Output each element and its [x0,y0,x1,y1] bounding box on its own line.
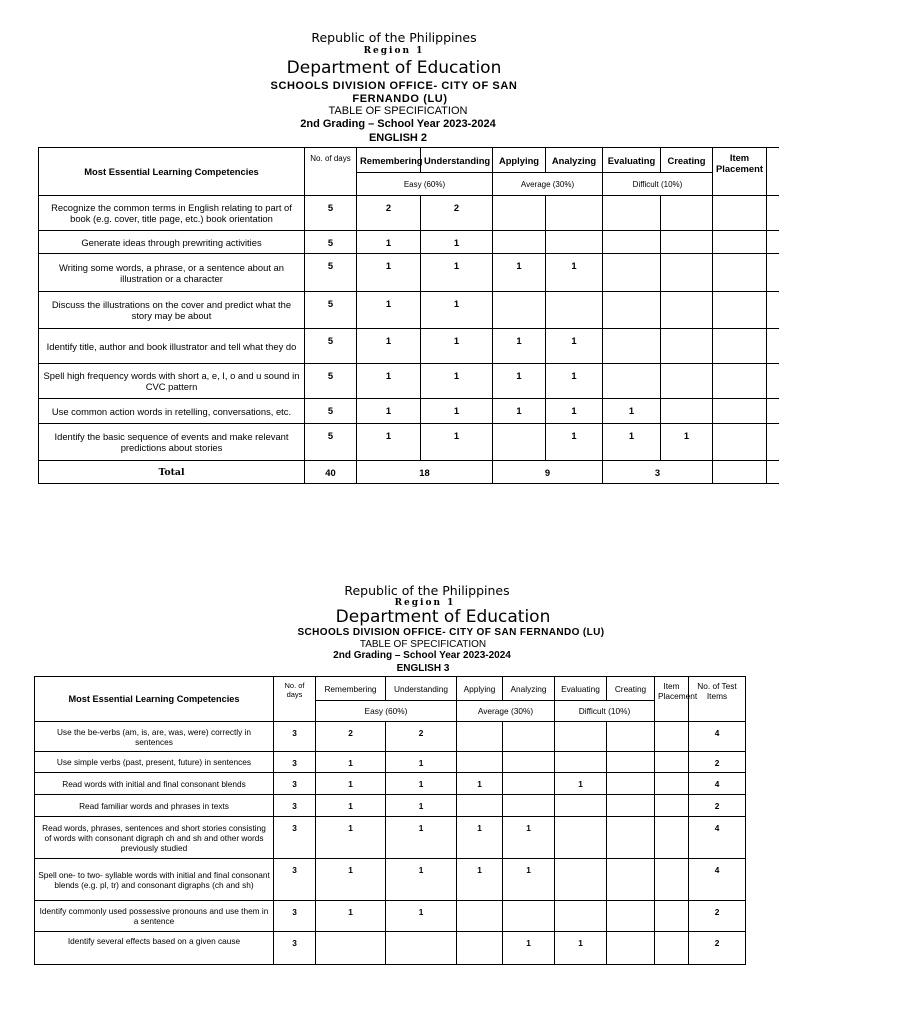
header-applying: Applying [493,148,546,173]
header-difficult: Difficult (10%) [555,701,655,722]
division-line-2: FERNANDO (LU) [352,93,448,105]
creating-cell [607,817,655,859]
remembering-cell: 1 [316,859,386,901]
dept-wrap-1 [0,60,788,77]
applying-cell: 1 [493,399,546,424]
header-placement: Item Placement [713,148,767,196]
evaluating-cell [555,817,607,859]
understanding-cell: 1 [386,817,457,859]
remembering-cell: 1 [357,231,421,254]
table-row [35,901,746,932]
cut-cell [767,329,779,364]
total-row [39,461,779,484]
placement-cell [713,231,767,254]
understanding-cell: 1 [421,424,493,461]
subject-title: ENGLISH 2 [368,132,428,144]
creating-cell [661,364,713,399]
applying-cell: 1 [493,364,546,399]
understanding-cell: 1 [421,364,493,399]
days-cell: 3 [274,773,316,795]
analyzing-cell: 1 [546,329,603,364]
competency-cell: Identify title, author and book illustrator and tell what they do [39,329,305,364]
analyzing-cell [503,901,555,932]
placement-cell [713,329,767,364]
test-items-cell: 2 [689,932,746,965]
test-items-cell: 2 [689,752,746,773]
analyzing-cell: 1 [503,817,555,859]
analyzing-cell: 1 [546,254,603,292]
division-wrap-1b [0,94,800,105]
applying-cell: 1 [493,329,546,364]
header-competencies: Most Essential Learning Competencies [35,677,274,722]
remembering-cell: 1 [357,292,421,329]
test-items-cell: 4 [689,722,746,752]
days-cell: 5 [305,231,357,254]
table-row [39,231,779,254]
understanding-cell: 1 [386,795,457,817]
table-row [39,364,779,399]
dept-wrap-2 [0,609,886,626]
placement-cell [655,795,689,817]
competency-cell: Read familiar words and phrases in texts [35,795,274,817]
competency-cell: Use the be-verbs (am, is, are, was, were) correctly in sentences [35,722,274,752]
analyzing-cell [503,773,555,795]
test-items-cell: 4 [689,859,746,901]
creating-cell [607,773,655,795]
subject-wrap-2 [0,664,846,674]
understanding-cell: 1 [386,773,457,795]
grading-text: 2nd Grading – School Year 2023-2024 [333,650,511,661]
tos-title: TABLE OF SPECIFICATION [328,105,468,117]
test-items-cell: 4 [689,773,746,795]
days-cell: 5 [305,329,357,364]
competency-cell: Spell one- to two- syllable words with initial and final consonant blends (e.g. pl, tr) and consonant digraphs (ch and sh) [35,859,274,901]
table-row [39,329,779,364]
tos-wrap-2 [0,640,846,650]
header-analyzing: Analyzing [503,677,555,701]
republic-text: Republic of the Philippines [344,583,510,598]
applying-cell: 1 [457,859,503,901]
total-average: 9 [493,461,603,484]
header-easy: Easy (60%) [357,173,493,196]
header-days: No. of days [305,148,357,196]
subject-wrap-1 [0,133,796,144]
test-items-cell: 2 [689,795,746,817]
understanding-cell: 1 [421,292,493,329]
remembering-cell: 2 [357,196,421,231]
creating-cell [661,196,713,231]
placement-cell [655,932,689,965]
region-text: Region 1 [363,46,425,56]
header-2 [0,585,854,598]
header-analyzing: Analyzing [546,148,603,173]
applying-cell [493,196,546,231]
cut-cell [767,399,779,424]
evaluating-cell [603,231,661,254]
header-difficult: Difficult (10%) [603,173,713,196]
competency-cell: Generate ideas through prewriting activities [39,231,305,254]
tos-wrap-1 [0,106,796,117]
placement-cell [713,461,767,484]
days-cell: 3 [274,859,316,901]
placement-cell [655,773,689,795]
tos-table-english-2 [38,147,779,484]
table-row [35,859,746,901]
analyzing-cell: 1 [546,424,603,461]
creating-cell [607,901,655,932]
cut-cell [767,196,779,231]
header-applying: Applying [457,677,503,701]
understanding-cell [386,932,457,965]
analyzing-cell: 1 [546,364,603,399]
understanding-cell: 1 [421,254,493,292]
remembering-cell: 2 [316,722,386,752]
table-row [35,722,746,752]
subject-title: ENGLISH 3 [396,663,450,674]
competency-cell: Read words with initial and final consonant blends [35,773,274,795]
placement-cell [713,399,767,424]
table-row [35,932,746,965]
days-cell: 5 [305,364,357,399]
analyzing-cell: 1 [503,859,555,901]
creating-cell [607,859,655,901]
division-line-1: SCHOOLS DIVISION OFFICE- CITY OF SAN [270,80,518,92]
days-cell: 5 [305,399,357,424]
table-row [39,196,779,231]
placement-cell [713,364,767,399]
days-cell: 3 [274,795,316,817]
division-line: SCHOOLS DIVISION OFFICE- CITY OF SAN FERNANDO (LU) [297,627,605,638]
evaluating-cell: 1 [555,932,607,965]
header-competencies: Most Essential Learning Competencies [39,148,305,196]
applying-cell: 1 [457,773,503,795]
remembering-cell [316,932,386,965]
placement-cell [713,424,767,461]
placement-cell [713,292,767,329]
header-remembering: Remembering [316,677,386,701]
evaluating-cell: 1 [555,773,607,795]
applying-cell [457,795,503,817]
creating-cell [661,231,713,254]
table-row [35,795,746,817]
understanding-cell: 1 [386,859,457,901]
days-cell: 3 [274,901,316,932]
header-1 [0,32,788,45]
remembering-cell: 1 [357,329,421,364]
understanding-cell: 1 [386,752,457,773]
remembering-cell: 1 [316,795,386,817]
evaluating-cell [555,752,607,773]
analyzing-cell [546,231,603,254]
evaluating-cell [603,196,661,231]
applying-cell [493,292,546,329]
header-average: Average (30%) [457,701,555,722]
understanding-cell: 2 [386,722,457,752]
header-test-items: No. of Test Items [689,677,746,722]
table-row [39,424,779,461]
days-cell: 3 [274,752,316,773]
applying-cell: 1 [493,254,546,292]
creating-cell [661,329,713,364]
applying-cell [493,231,546,254]
evaluating-cell [555,795,607,817]
table-row [35,752,746,773]
header-understanding: Understanding [386,677,457,701]
header-easy: Easy (60%) [316,701,457,722]
applying-cell [457,932,503,965]
competency-cell: Use simple verbs (past, present, future) in sentences [35,752,274,773]
cut-cell [767,424,779,461]
applying-cell [457,752,503,773]
header-evaluating: Evaluating [555,677,607,701]
creating-cell [607,795,655,817]
days-cell: 5 [305,292,357,329]
cut-cell [767,148,779,196]
understanding-cell: 1 [421,329,493,364]
total-difficult: 3 [603,461,713,484]
tos-table-english-3 [34,676,746,965]
analyzing-cell [503,752,555,773]
creating-cell [607,752,655,773]
creating-cell [661,292,713,329]
placement-cell [655,722,689,752]
table-row [35,773,746,795]
cut-cell [767,461,779,484]
placement-cell [655,817,689,859]
applying-cell [457,901,503,932]
evaluating-cell: 1 [603,424,661,461]
analyzing-cell [546,196,603,231]
remembering-cell: 1 [316,752,386,773]
competency-cell: Use common action words in retelling, conversations, etc. [39,399,305,424]
competency-cell: Spell high frequency words with short a, e, I, o and u sound in CVC pattern [39,364,305,399]
remembering-cell: 1 [357,364,421,399]
region-text: Region 1 [394,598,456,608]
understanding-cell: 1 [421,399,493,424]
total-label: Total [39,461,305,484]
days-cell: 3 [274,722,316,752]
remembering-cell: 1 [316,901,386,932]
understanding-cell: 1 [421,231,493,254]
creating-cell [661,254,713,292]
header-average: Average (30%) [493,173,603,196]
days-cell: 5 [305,254,357,292]
header-creating: Creating [607,677,655,701]
tos-title: TABLE OF SPECIFICATION [359,639,487,650]
department-title: Department of Education [335,607,551,627]
department-title: Department of Education [286,58,502,78]
header-creating: Creating [661,148,713,173]
division-wrap-1 [0,81,788,92]
grading-wrap-1 [0,119,796,130]
cut-cell [767,292,779,329]
placement-cell [713,196,767,231]
header-placement: Item Placement [655,677,689,722]
analyzing-cell [503,795,555,817]
days-cell: 3 [274,817,316,859]
days-cell: 3 [274,932,316,965]
test-items-cell: 4 [689,817,746,859]
remembering-cell: 1 [316,773,386,795]
placement-cell [713,254,767,292]
applying-cell [493,424,546,461]
analyzing-cell [546,292,603,329]
days-cell: 5 [305,424,357,461]
competency-cell: Read words, phrases, sentences and short stories consisting of words with consonant digraph ch and sh and other words previously studied [35,817,274,859]
republic-text: Republic of the Philippines [311,30,477,45]
remembering-cell: 1 [316,817,386,859]
table-row [35,817,746,859]
table-row [39,254,779,292]
header-understanding: Understanding [421,148,493,173]
evaluating-cell [555,859,607,901]
evaluating-cell [603,329,661,364]
division-wrap-2 [0,628,902,638]
test-items-cell: 2 [689,901,746,932]
competency-cell: Discuss the illustrations on the cover and predict what the story may be about [39,292,305,329]
placement-cell [655,859,689,901]
analyzing-cell: 1 [503,932,555,965]
evaluating-cell [555,722,607,752]
creating-cell [661,399,713,424]
remembering-cell: 1 [357,399,421,424]
evaluating-cell [603,254,661,292]
evaluating-cell: 1 [603,399,661,424]
header-days: No. of days [274,677,316,722]
header-remembering: Remembering [357,148,421,173]
grading-wrap-2 [0,651,844,661]
analyzing-cell [503,722,555,752]
evaluating-cell [555,901,607,932]
creating-cell [607,722,655,752]
evaluating-cell [603,292,661,329]
understanding-cell: 1 [386,901,457,932]
grading-text: 2nd Grading – School Year 2023-2024 [300,118,496,130]
table-row [39,292,779,329]
placement-cell [655,752,689,773]
analyzing-cell: 1 [546,399,603,424]
competency-cell: Recognize the common terms in English relating to part of book (e.g. cover, title page, etc.) book orientation [39,196,305,231]
competency-cell: Identify commonly used possessive pronouns and use them in a sentence [35,901,274,932]
applying-cell [457,722,503,752]
header-evaluating: Evaluating [603,148,661,173]
total-days: 40 [305,461,357,484]
cut-cell [767,364,779,399]
creating-cell: 1 [661,424,713,461]
creating-cell [607,932,655,965]
cut-cell [767,231,779,254]
placement-cell [655,901,689,932]
cut-cell [767,254,779,292]
region-wrap-1 [0,47,788,56]
remembering-cell: 1 [357,254,421,292]
table-row [39,399,779,424]
applying-cell: 1 [457,817,503,859]
competency-cell: Identify several effects based on a given cause [35,932,274,965]
total-easy: 18 [357,461,493,484]
remembering-cell: 1 [357,424,421,461]
competency-cell: Identify the basic sequence of events and make relevant predictions about stories [39,424,305,461]
understanding-cell: 2 [421,196,493,231]
evaluating-cell [603,364,661,399]
days-cell: 5 [305,196,357,231]
competency-cell: Writing some words, a phrase, or a sentence about an illustration or a character [39,254,305,292]
